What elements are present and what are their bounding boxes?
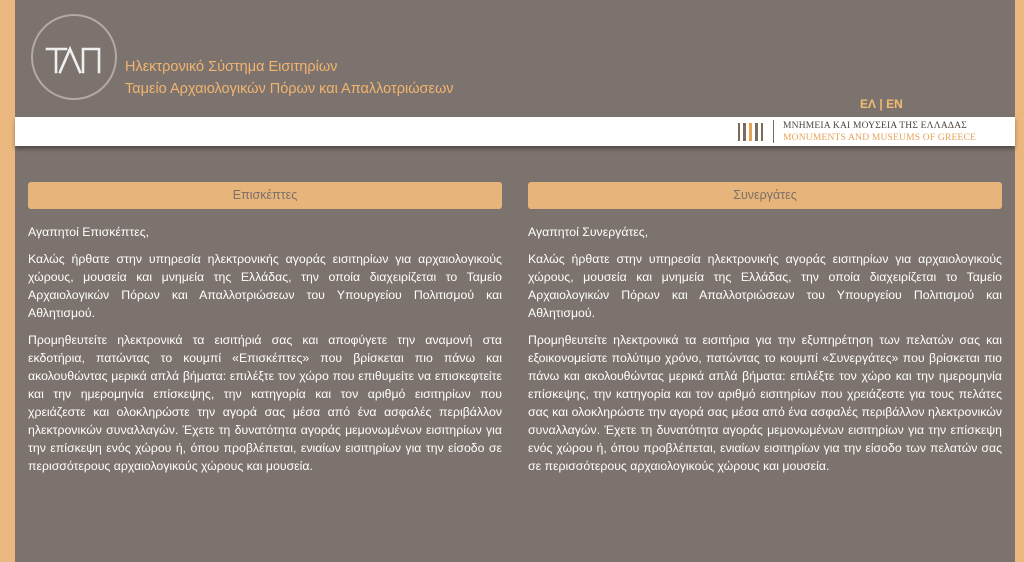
columns-icon	[736, 122, 768, 142]
partners-button[interactable]: Συνεργάτες	[528, 182, 1002, 209]
banner-text-english: MONUMENTS AND MUSEUMS OF GREECE	[783, 133, 977, 143]
language-switcher	[860, 97, 903, 111]
partners-greeting: Αγαπητοί Συνεργάτες,	[528, 225, 649, 239]
partners-text	[528, 223, 1002, 475]
partners-column	[528, 182, 1002, 484]
visitors-column	[28, 182, 502, 484]
site-title	[125, 56, 454, 100]
lang-en-link[interactable]: EN	[886, 97, 903, 111]
banner-text	[783, 120, 976, 144]
lang-el-link[interactable]: ΕΛ	[860, 97, 877, 111]
page-frame	[15, 0, 1015, 562]
tap-logo-icon	[33, 16, 115, 98]
visitors-paragraph-2: Προμηθευτείτε ηλεκτρονικά τα εισιτήριά σας και αποφύγετε την αναμονή στα εκδοτήρια, πατώντας το κουμπί «Επισκέπτες» που βρίσκεται πιο πάνω και ακολουθώντας μερικά απλά βήματα: επιλέξτε τον χώρο που επιθυμείτε να επισκεφτείτε και την ημερομηνία επίσκεψης, την κατηγορία και τον αριθμό εισιτηρίων που χρειάζεστε και ολοκληρώστε την αγορά σας μέσα από ένα ασφαλές περιβάλλον ηλεκτρονικών συναλλαγών. Έχετε τη δυνατότητα αγοράς μεμονωμένων εισιτηρίων για την επίσκεψη ενός χώρου ή, όπου προβλέπεται, ενιαίων εισιτηρίων για την είσοδο σε περισσότερους αρχαιολογικούς χώρους και μουσεία.	[28, 333, 502, 473]
lang-separator: |	[879, 97, 883, 111]
partners-paragraph-2: Προμηθευτείτε ηλεκτρονικά τα εισιτήρια για την εξυπηρέτηση των πελατών σας και εξοικονομείστε πολύτιμο χρόνο, πατώντας το κουμπί «Συνεργάτες» που βρίσκεται πιο πάνω και ακολουθώντας μερικά απλά βήματα: επιλέξτε τον χώρο και την ημερομηνία επίσκεψης, την κατηγορία και τον αριθμό εισιτηρίων που χρειάζεστε για τους πελάτες σας και ολοκληρώστε την αγορά σας μέσα από ένα ασφαλές περιβάλλον ηλεκτρονικών συναλλαγών. Έχετε τη δυνατότητα αγοράς μεμονωμένων εισιτηρίων για την επίσκεψη ενός χώρου ή, όπου προβλέπεται, ενιαίων εισιτηρίων για την είσοδο των πελατών σας σε περισσότερους αρχαιολογικούς χώρους και μουσεία.	[528, 333, 1002, 473]
visitors-paragraph-1: Καλώς ήρθατε στην υπηρεσία ηλεκτρονικής αγοράς εισιτηρίων για αρχαιολογικούς χώρους, μουσεία και μνημεία της Ελλάδας, την οποία διαχειρίζεται το Ταμείο Αρχαιολογικών Πόρων και Απαλλοτριώσεων του Υπουργείου Πολιτισμού και Αθλητισμού.	[28, 252, 502, 320]
visitors-greeting: Αγαπητοί Επισκέπτες,	[28, 225, 150, 239]
visitors-text	[28, 223, 502, 475]
logo[interactable]	[31, 14, 117, 100]
banner-text-greek: ΜΝΗΜΕΙΑ ΚΑΙ ΜΟΥΣΕΙΑ ΤΗΣ ΕΛΛΑΔΑΣ	[783, 121, 967, 131]
monuments-banner	[15, 117, 1015, 146]
header	[15, 0, 1015, 150]
site-title-line2: Ταμείο Αρχαιολογικών Πόρων και Απαλλοτριώσεων	[125, 81, 454, 97]
visitors-button[interactable]: Επισκέπτες	[28, 182, 502, 209]
partners-paragraph-1: Καλώς ήρθατε στην υπηρεσία ηλεκτρονικής αγοράς εισιτηρίων για αρχαιολογικούς χώρους, μουσεία και μνημεία της Ελλάδας, την οποία διαχειρίζεται το Ταμείο Αρχαιολογικών Πόρων και Απαλλοτριώσεων του Υπουργείου Πολιτισμού και Αθλητισμού.	[528, 252, 1002, 320]
site-title-line1: Ηλεκτρονικό Σύστημα Εισιτηρίων	[125, 59, 338, 75]
banner-divider	[773, 120, 774, 143]
